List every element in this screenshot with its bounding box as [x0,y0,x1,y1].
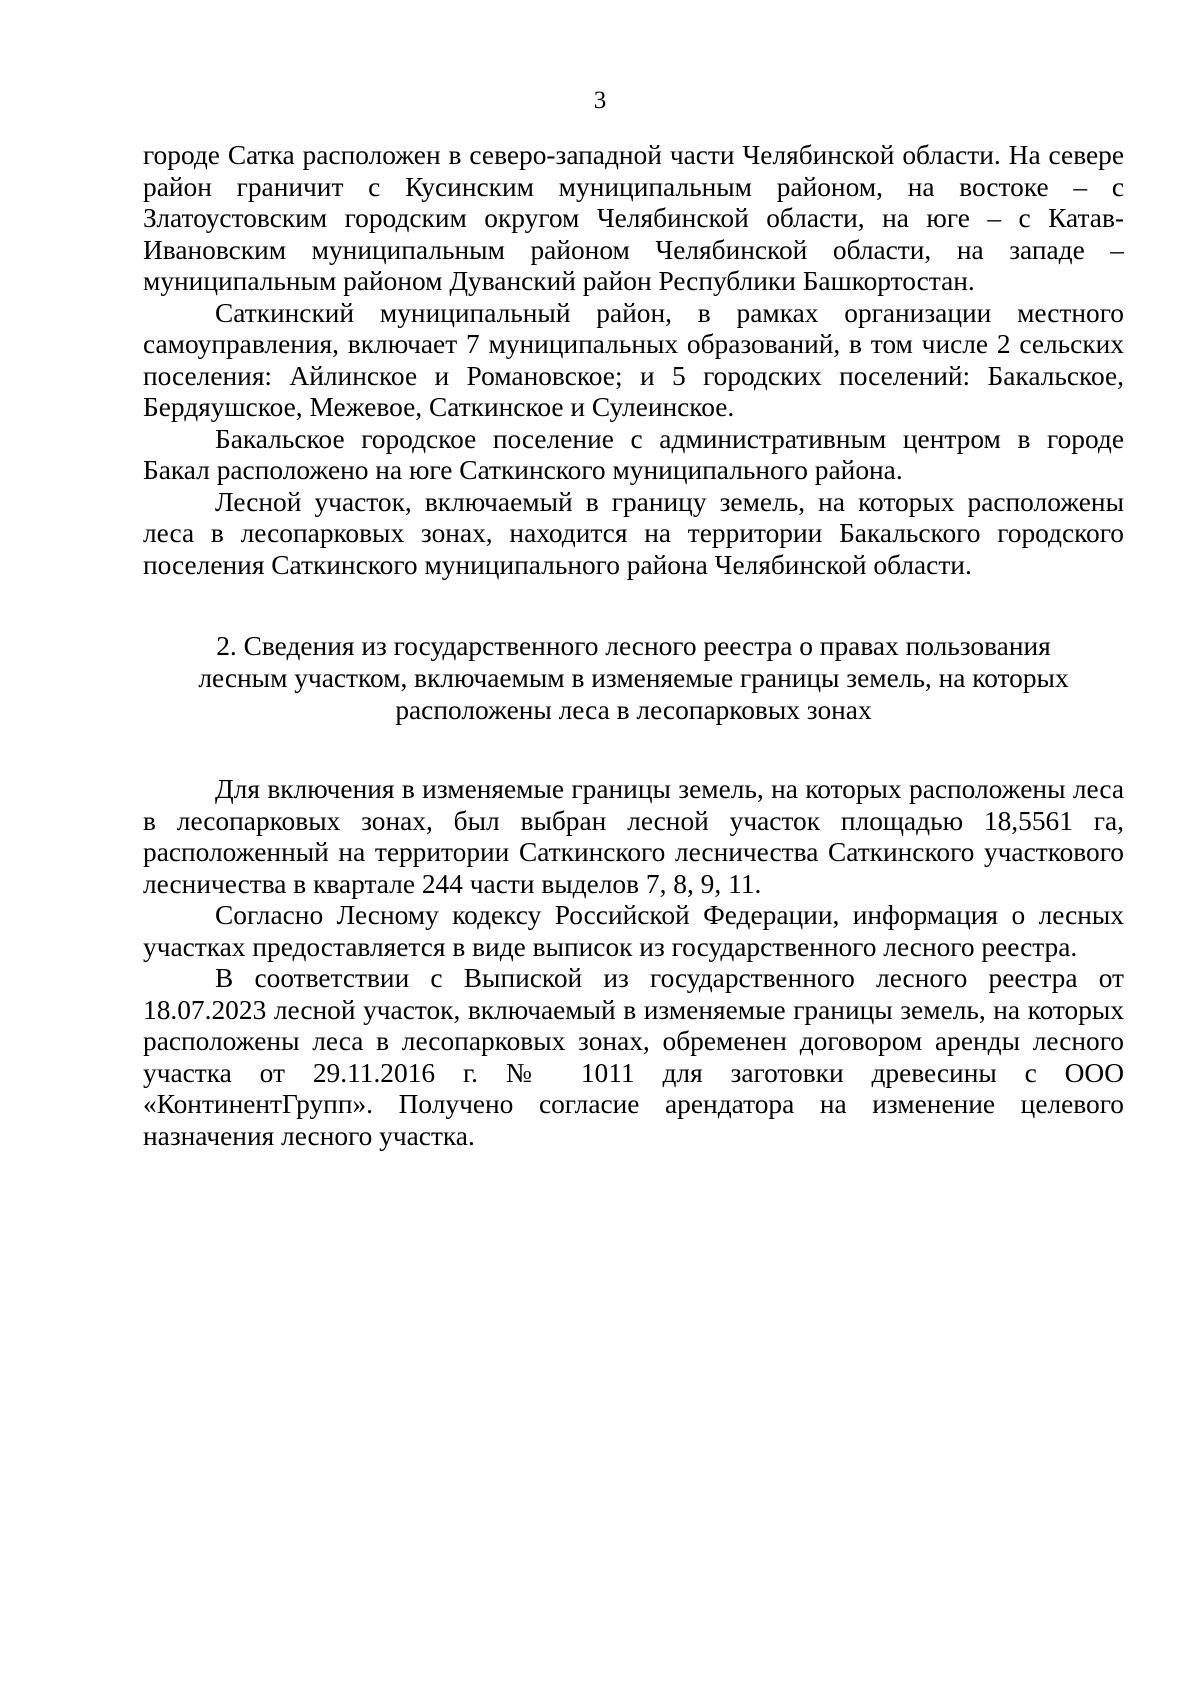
document-body [143,140,1124,1152]
paragraph: Для включения в изменяемые границы земель, на которых расположены леса в лесопарковых зонах, был выбран лесной участок площадью 18,5561 га, расположенный на территории Саткинского лесничества Саткинского участкового лесничества в квартале 244 части выделов 7, 8, 9, 11. [143,774,1124,899]
paragraph: Саткинский муниципальный район, в рамках организации местного самоуправления, включает 7 муниципальных образований, в том числе 2 сельских поселения: Айлинское и Романовское; и 5 городских поселений: Бакальское, Бердяушское, Межевое, Саткинское и Сулеинское. [143,297,1124,422]
section-heading-line: лесным участком, включаемым в изменяемые границы земель, на которых [198,663,1069,693]
paragraph: В соответствии с Выпиской из государственного лесного реестра от 18.07.2023 лесной участок, включаемый в изменяемые границы земель, на которых расположены леса в лесопарковых зонах, обременен договором аренды лесного участка от 29.11.2016 г. № 1011 для заготовки древесины с ООО «КонтинентГрупп». Получено согласие арендатора на изменение целевого назначения лесного участка. [143,963,1124,1151]
paragraph: Бакальское городское поселение с административным центром в городе Бакал расположено на юге Саткинского муниципального района. [143,423,1124,485]
section-heading-line: расположены леса в лесопарковых зонах [395,695,872,725]
section-heading [143,630,1124,726]
paragraph: Согласно Лесному кодексу Российской Федерации, информация о лесных участках предоставляется в виде выписок из государственного лесного реестра. [143,900,1124,962]
paragraph: Лесной участок, включаемый в границу земель, на которых расположены леса в лесопарковых зонах, находится на территории Бакальского городского поселения Саткинского муниципального района Челябинской области. [143,486,1124,580]
section-heading-line: 2. Сведения из государственного лесного реестра о правах пользования [216,631,1051,661]
paragraph: городе Сатка расположен в северо-западной части Челябинской области. На севере район граничит с Кусинским муниципальным районом, на востоке – с Златоустовским городским округом Челябинской области, на юге – с Катав-Ивановским муниципальным районом Челябинской области, на западе – муниципальным районом Дуванский район Республики Башкортостан. [143,140,1124,296]
page-number: 3 [593,87,607,114]
